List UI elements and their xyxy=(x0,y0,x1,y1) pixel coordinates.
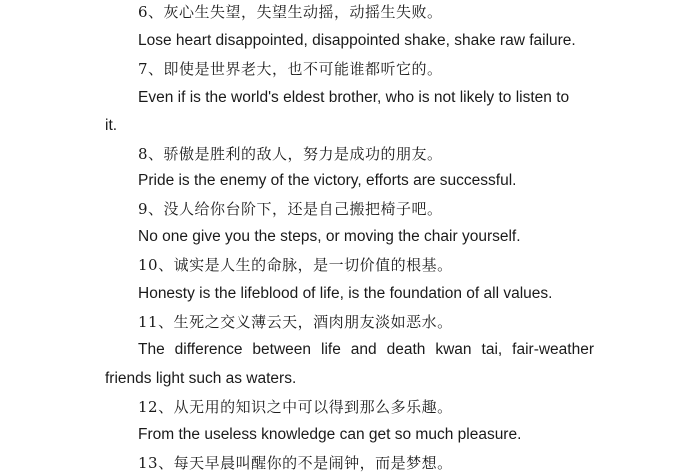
quote-7-english: Even if is the world's eldest brother, who is not likely to listen to xyxy=(138,89,570,106)
quote-13-chinese: 13、每天早晨叫醒你的不是闹钟，而是梦想。 xyxy=(138,454,453,472)
quote-11-chinese: 11、生死之交义薄云天，酒肉朋友淡如恶水。 xyxy=(138,313,453,331)
quote-9-chinese: 9、没人给你台阶下，还是自己搬把椅子吧。 xyxy=(138,200,443,218)
quote-6-english: Lose heart disappointed, disappointed shake, shake raw failure. xyxy=(138,32,576,49)
quote-7-chinese: 7、即使是世界老大，也不可能谁都听它的。 xyxy=(138,60,443,78)
quote-7-english-continuation: it. xyxy=(105,117,118,134)
quote-10-english: Honesty is the lifeblood of life, is the foundation of all values. xyxy=(138,285,553,302)
quote-10-chinese: 10、诚实是人生的命脉，是一切价值的根基。 xyxy=(138,256,453,274)
quote-6-chinese: 6、灰心生失望，失望生动摇，动摇生失败。 xyxy=(138,3,443,21)
quote-12-chinese: 12、从无用的知识之中可以得到那么多乐趣。 xyxy=(138,398,453,416)
quote-8-chinese: 8、骄傲是胜利的敌人，努力是成功的朋友。 xyxy=(138,145,443,163)
quote-9-english: No one give you the steps, or moving the chair yourself. xyxy=(138,228,521,245)
quote-11-english-continuation: friends light such as waters. xyxy=(105,370,297,387)
quote-11-english: The difference between life and death kwan tai, fair-weather xyxy=(138,341,594,358)
quote-8-english: Pride is the enemy of the victory, efforts are successful. xyxy=(138,172,517,189)
quote-12-english: From the useless knowledge can get so much pleasure. xyxy=(138,426,522,443)
